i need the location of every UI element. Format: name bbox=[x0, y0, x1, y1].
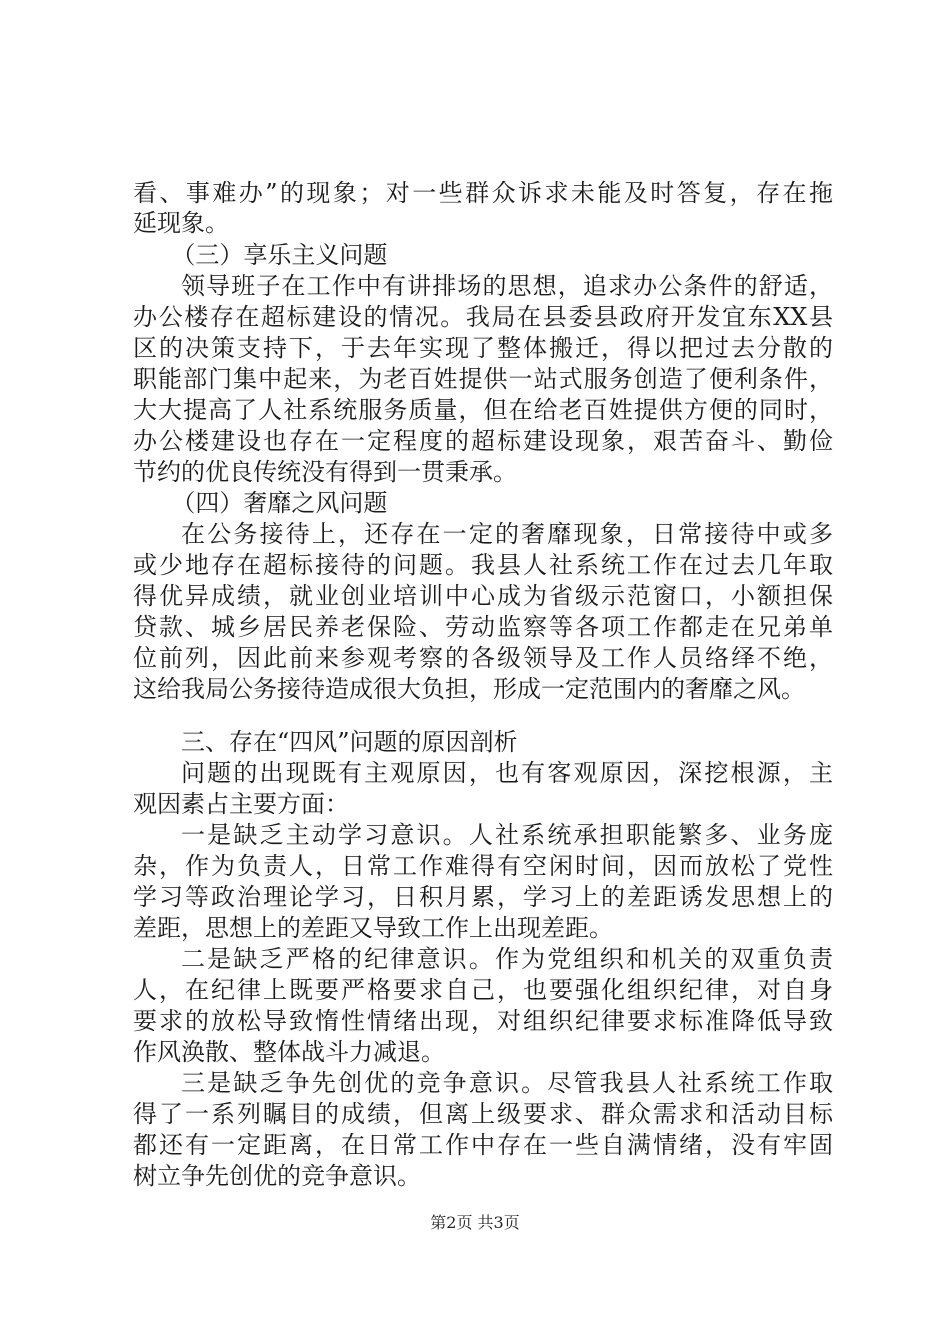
text-line: 要求的放松导致惰性情绪出现，对组织纪律要求标准降低导致 bbox=[133, 1007, 833, 1035]
text-line: 在公务接待上，还存在一定的奢靡现象，日常接待中或多 bbox=[181, 520, 833, 548]
text-line: 看、事难办”的现象；对一些群众诉求未能及时答复，存在拖 bbox=[133, 179, 833, 207]
page-footer: 第2页 共3页 bbox=[430, 1213, 520, 1232]
text-line: 问题的出现既有主观原因，也有客观原因，深挖根源，主 bbox=[181, 759, 833, 787]
text-line: 得了一系列瞩目的成绩，但离上级要求、群众需求和活动目标 bbox=[133, 1100, 833, 1128]
text-line: 大大提高了人社系统服务质量，但在给老百姓提供方便的同时， bbox=[133, 396, 833, 424]
text-line: 办公楼建设也存在一定程度的超标建设现象，艰苦奋斗、勤俭 bbox=[133, 427, 833, 455]
text-line: 人，在纪律上既要严格要求自己，也要强化组织纪律，对自身 bbox=[133, 976, 833, 1004]
text-line: 这给我局公务接待造成很大负担，形成一定范围内的奢靡之风。 bbox=[133, 675, 805, 703]
text-line: 三是缺乏争先创优的竞争意识。尽管我县人社系统工作取 bbox=[181, 1069, 833, 1097]
text-line: 办公楼存在超标建设的情况。我局在县委县政府开发宜东XX县 bbox=[133, 303, 833, 331]
text-line: （四）奢靡之风问题 bbox=[171, 489, 388, 517]
text-line: 领导班子在工作中有讲排场的思想，追求办公条件的舒适， bbox=[181, 272, 833, 300]
text-line: 都还有一定距离，在日常工作中存在一些自满情绪，没有牢固 bbox=[133, 1131, 833, 1159]
text-line: 贷款、城乡居民养老保险、劳动监察等各项工作都走在兄弟单 bbox=[133, 613, 833, 641]
text-line: 三、存在“四风”问题的原因剖析 bbox=[181, 728, 518, 756]
text-line: 二是缺乏严格的纪律意识。作为党组织和机关的双重负责 bbox=[181, 945, 833, 973]
text-line: 延现象。 bbox=[133, 209, 229, 237]
text-line: （三）享乐主义问题 bbox=[171, 241, 388, 269]
text-line: 树立争先创优的竞争意识。 bbox=[133, 1162, 421, 1190]
text-line: 得优异成绩，就业创业培训中心成为省级示范窗口，小额担保 bbox=[133, 582, 833, 610]
text-line: 学习等政治理论学习，日积月累，学习上的差距诱发思想上的 bbox=[133, 883, 833, 911]
text-line: 一是缺乏主动学习意识。人社系统承担职能繁多、业务庞 bbox=[181, 821, 833, 849]
text-line: 节约的优良传统没有得到一贯秉承。 bbox=[133, 458, 517, 486]
text-line: 观因素占主要方面： bbox=[133, 790, 349, 818]
text-line: 差距，思想上的差距又导致工作上出现差距。 bbox=[133, 914, 613, 942]
text-line: 位前列，因此前来参观考察的各级领导及工作人员络绎不绝， bbox=[133, 644, 833, 672]
text-line: 或少地存在超标接待的问题。我县人社系统工作在过去几年取 bbox=[133, 551, 833, 579]
text-line: 作风涣散、整体战斗力减退。 bbox=[133, 1038, 445, 1066]
text-line: 职能部门集中起来，为老百姓提供一站式服务创造了便利条件， bbox=[133, 365, 833, 393]
text-line: 区的决策支持下，于去年实现了整体搬迁，得以把过去分散的 bbox=[133, 334, 833, 362]
text-line: 杂，作为负责人，日常工作难得有空闲时间，因而放松了党性 bbox=[133, 852, 833, 880]
